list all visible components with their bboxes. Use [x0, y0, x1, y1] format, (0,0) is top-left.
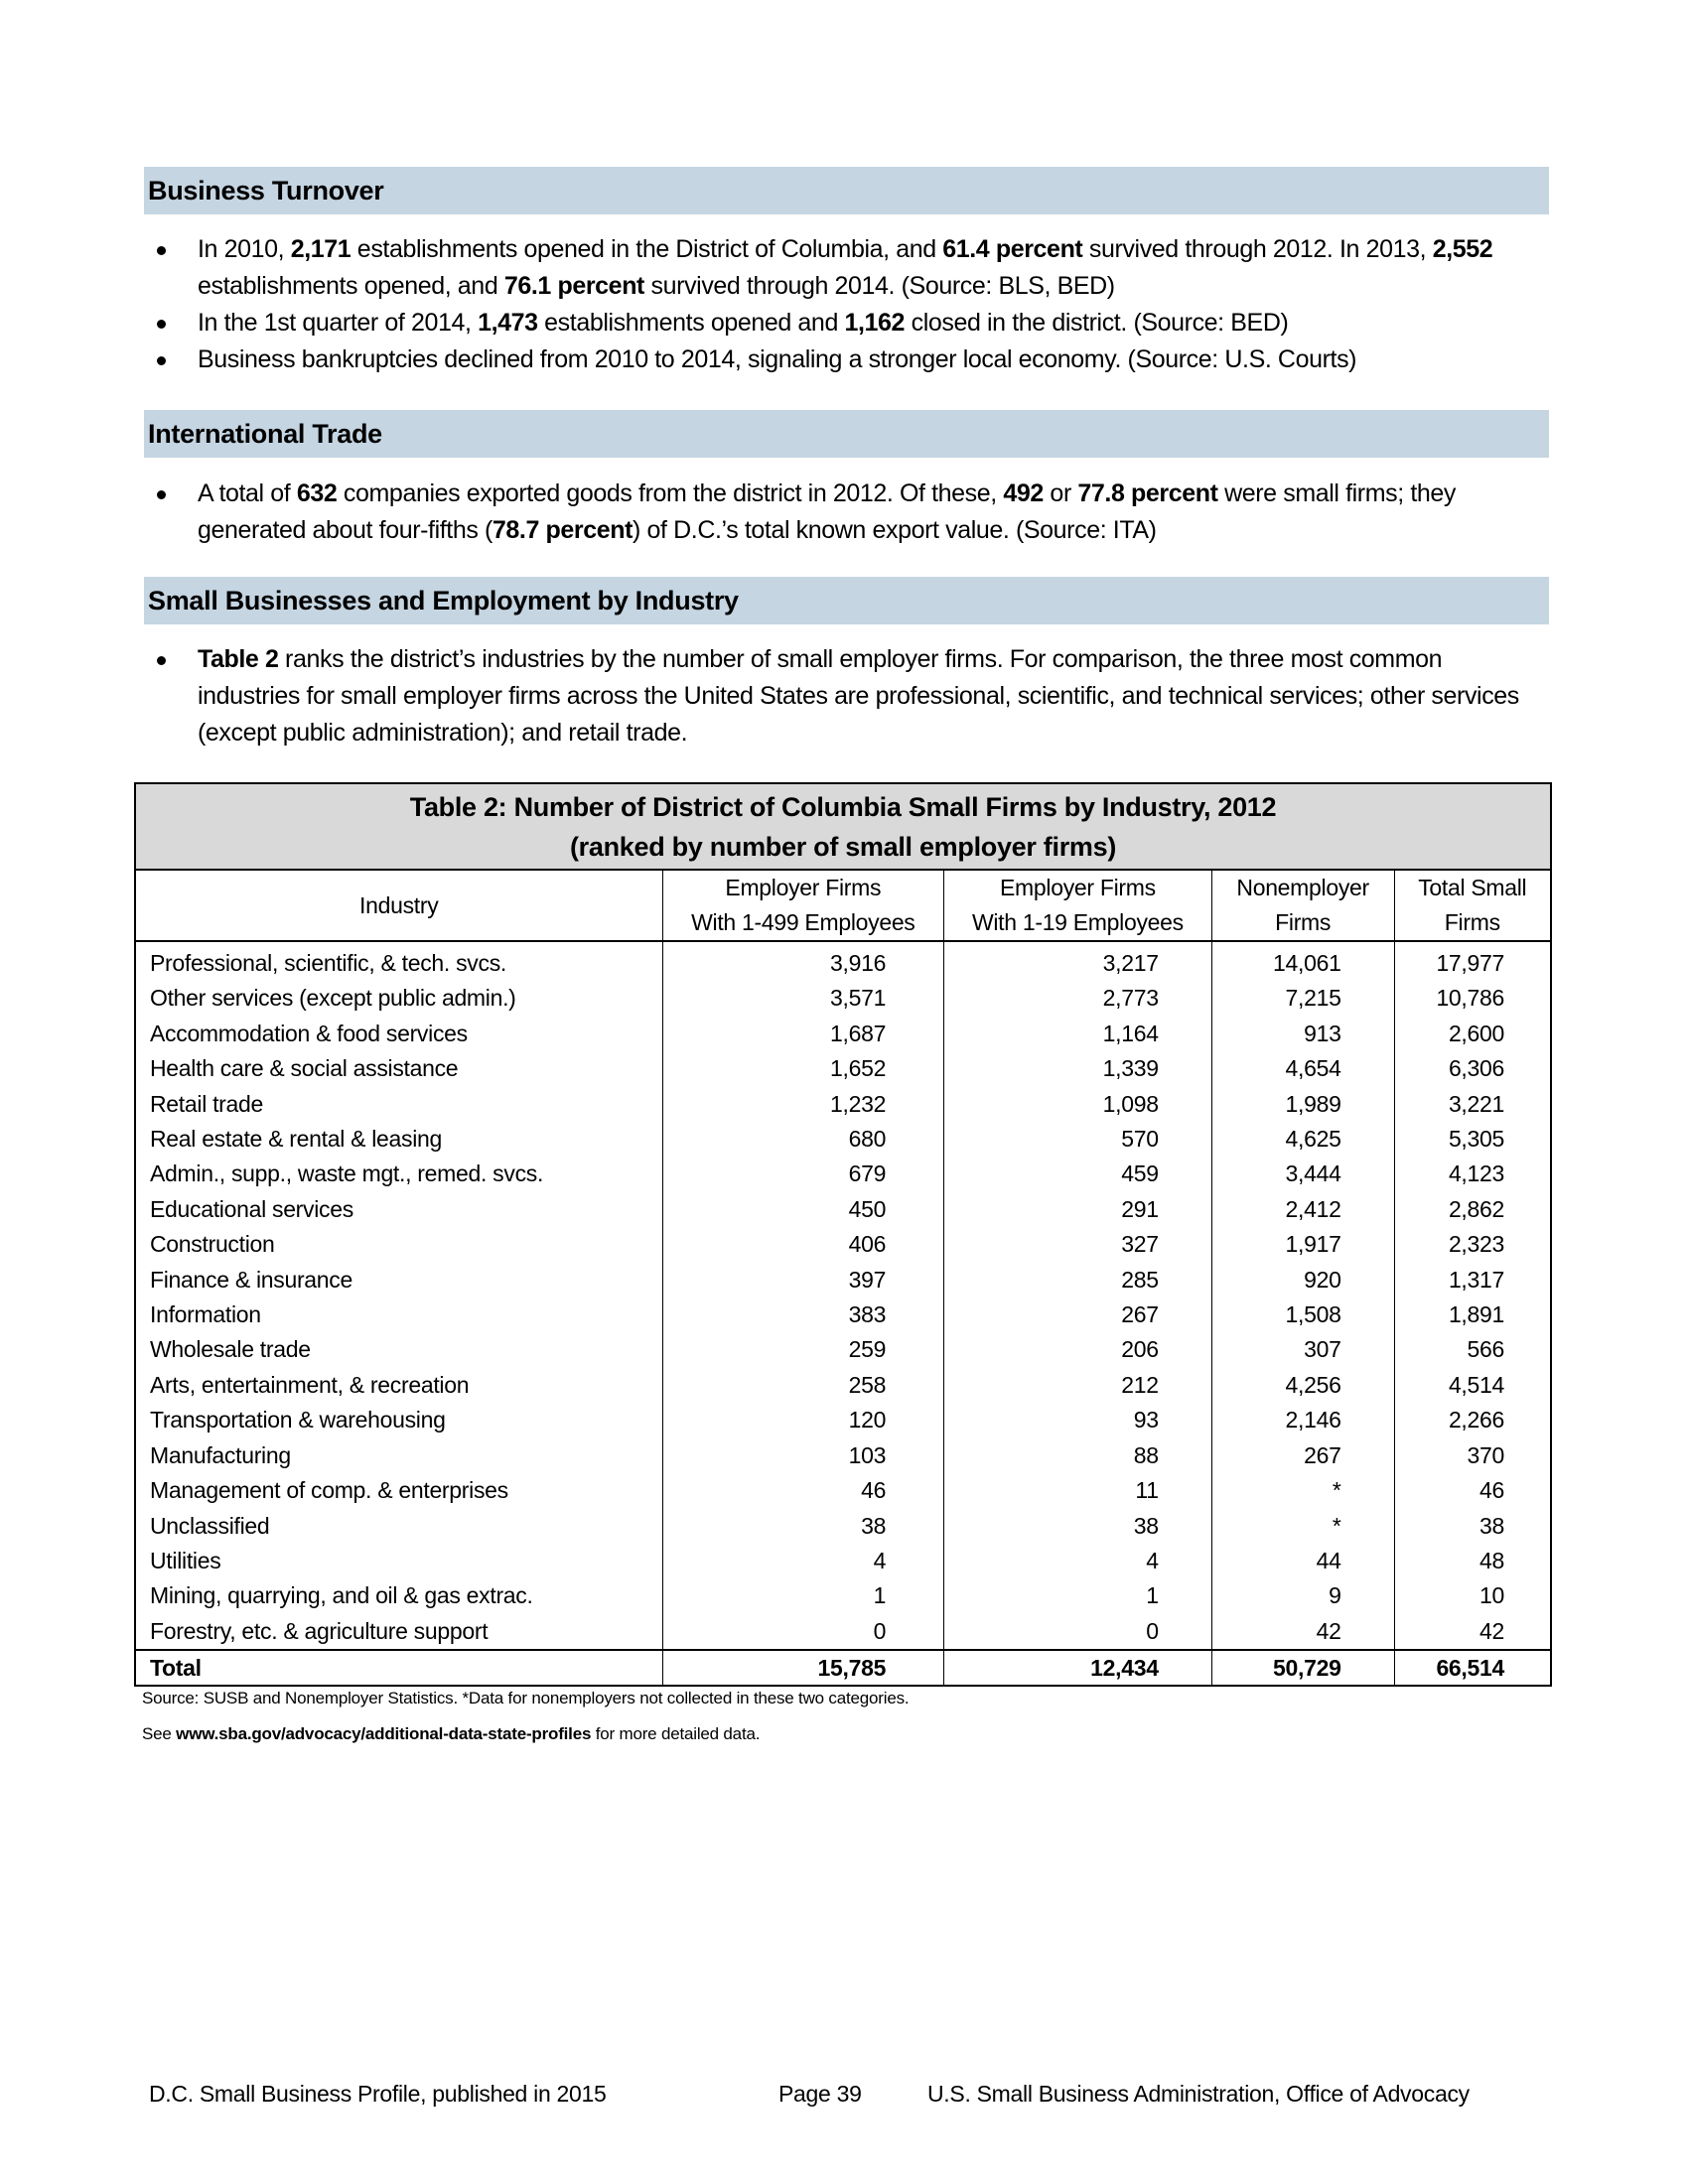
employer-1-19-cell: 206 [944, 1332, 1212, 1367]
table-row [135, 1017, 1551, 1051]
total-small-cell: 10 [1394, 1578, 1551, 1613]
section-header-small-businesses: Small Businesses and Employment by Industry [144, 577, 1549, 624]
table-row [135, 981, 1551, 1016]
industry-cell: Real estate & rental & leasing [150, 1126, 443, 1153]
more-data-note: See www.sba.gov/advocacy/additional-data-state-profiles for more detailed data. [142, 1724, 761, 1743]
total-employer-1-499: 15,785 [662, 1650, 944, 1686]
employer-1-19-cell: 212 [944, 1368, 1212, 1403]
employer-1-499-cell: 4 [662, 1544, 944, 1578]
employer-1-19-cell: 3,217 [944, 941, 1212, 981]
industry-cell: Manufacturing [150, 1441, 291, 1468]
industry-cell: Utilities [150, 1547, 221, 1573]
industry-cell: Admin., supp., waste mgt., remed. svcs. [150, 1160, 544, 1187]
employer-1-19-cell: 1 [944, 1578, 1212, 1613]
total-small-cell: 38 [1394, 1509, 1551, 1544]
table-row [135, 1473, 1551, 1508]
industry-table-container [134, 782, 1552, 1687]
nonemployer-cell: 307 [1211, 1332, 1394, 1367]
total-small-cell: 17,977 [1394, 941, 1551, 981]
total-small-cell: 5,305 [1394, 1122, 1551, 1157]
total-small-cell: 48 [1394, 1544, 1551, 1578]
table-row [135, 1544, 1551, 1578]
employer-1-19-cell: 285 [944, 1263, 1212, 1297]
industry-cell: Health care & social assistance [150, 1055, 459, 1082]
footer-right: U.S. Small Business Administration, Office of Advocacy [927, 2081, 1470, 2107]
employer-1-19-cell: 11 [944, 1473, 1212, 1508]
nonemployer-cell: 1,917 [1211, 1227, 1394, 1262]
table-row [135, 941, 1551, 981]
industry-cell: Retail trade [150, 1090, 264, 1117]
total-small-cell: 1,317 [1394, 1263, 1551, 1297]
total-small-cell: 370 [1394, 1438, 1551, 1473]
table-body [135, 941, 1551, 1650]
bullet-item: Table 2 ranks the district’s industries by the number of small employer firms. For comparison, the three most common industries for small employer firms across the United States are professional, scientific, and technical services; other services (except public administration); and retail trade. [149, 641, 1549, 751]
table-row [135, 1263, 1551, 1297]
nonemployer-cell: 1,508 [1211, 1297, 1394, 1332]
nonemployer-cell: 267 [1211, 1438, 1394, 1473]
total-small-cell: 2,266 [1394, 1403, 1551, 1437]
employer-1-499-cell: 450 [662, 1192, 944, 1227]
employer-1-19-cell: 1,339 [944, 1051, 1212, 1086]
table-caption-row [135, 783, 1551, 870]
industry-cell: Arts, entertainment, & recreation [150, 1371, 470, 1398]
employer-1-499-cell: 259 [662, 1332, 944, 1367]
employer-1-19-cell: 2,773 [944, 981, 1212, 1016]
employer-1-499-cell: 103 [662, 1438, 944, 1473]
employer-1-499-cell: 120 [662, 1403, 944, 1437]
nonemployer-cell: * [1211, 1473, 1394, 1508]
table-row [135, 1087, 1551, 1122]
table-row [135, 1297, 1551, 1332]
column-header-employer-1-19: Employer Firms With 1-19 Employees [944, 870, 1212, 941]
industry-cell: Educational services [150, 1195, 353, 1222]
employer-1-19-cell: 267 [944, 1297, 1212, 1332]
nonemployer-cell: 14,061 [1211, 941, 1394, 981]
sba-profiles-link[interactable]: www.sba.gov/advocacy/additional-data-state-profiles [176, 1724, 592, 1743]
nonemployer-cell: 920 [1211, 1263, 1394, 1297]
employer-1-499-cell: 406 [662, 1227, 944, 1262]
nonemployer-cell: 2,146 [1211, 1403, 1394, 1437]
total-total-small: 66,514 [1394, 1650, 1551, 1686]
nonemployer-cell: 4,625 [1211, 1122, 1394, 1157]
industry-cell: Wholesale trade [150, 1336, 311, 1363]
table-row [135, 1403, 1551, 1437]
industry-cell: Unclassified [150, 1512, 270, 1539]
column-header-nonemployer: Nonemployer Firms [1211, 870, 1394, 941]
industry-cell: Professional, scientific, & tech. svcs. [150, 950, 506, 976]
small-business-bullets [149, 641, 1549, 751]
nonemployer-cell: 42 [1211, 1614, 1394, 1650]
total-small-cell: 1,891 [1394, 1297, 1551, 1332]
employer-1-499-cell: 1,687 [662, 1017, 944, 1051]
table-title: Table 2: Number of District of Columbia Small Firms by Industry, 2012 (ranked by number of small employer firms) [135, 783, 1551, 870]
total-small-cell: 3,221 [1394, 1087, 1551, 1122]
footer-left: D.C. Small Business Profile, published in 2015 [149, 2081, 607, 2107]
employer-1-499-cell: 383 [662, 1297, 944, 1332]
employer-1-499-cell: 3,571 [662, 981, 944, 1016]
industry-cell: Construction [150, 1231, 275, 1258]
employer-1-19-cell: 570 [944, 1122, 1212, 1157]
international-trade-bullets [149, 476, 1549, 549]
total-small-cell: 10,786 [1394, 981, 1551, 1016]
nonemployer-cell: 1,989 [1211, 1087, 1394, 1122]
total-small-cell: 2,862 [1394, 1192, 1551, 1227]
employer-1-19-cell: 88 [944, 1438, 1212, 1473]
industry-cell: Finance & insurance [150, 1266, 352, 1293]
nonemployer-cell: 3,444 [1211, 1157, 1394, 1191]
employer-1-499-cell: 1,232 [662, 1087, 944, 1122]
table-row [135, 1332, 1551, 1367]
bullet-item: In the 1st quarter of 2014, 1,473 establishments opened and 1,162 closed in the district. (Source: BED) [149, 305, 1549, 341]
nonemployer-cell: 4,256 [1211, 1368, 1394, 1403]
bullet-item: In 2010, 2,171 establishments opened in the District of Columbia, and 61.4 percent survived through 2012. In 2013, 2,552 establishments opened, and 76.1 percent survived through 2014. (Source: BLS, BED) [149, 231, 1549, 305]
table-row [135, 1438, 1551, 1473]
total-label: Total [135, 1650, 662, 1686]
industry-table [134, 782, 1552, 1687]
employer-1-499-cell: 680 [662, 1122, 944, 1157]
employer-1-19-cell: 459 [944, 1157, 1212, 1191]
industry-cell: Information [150, 1301, 261, 1328]
employer-1-499-cell: 258 [662, 1368, 944, 1403]
total-small-cell: 4,123 [1394, 1157, 1551, 1191]
employer-1-499-cell: 0 [662, 1614, 944, 1650]
table-row [135, 1614, 1551, 1650]
total-small-cell: 2,600 [1394, 1017, 1551, 1051]
employer-1-499-cell: 1 [662, 1578, 944, 1613]
industry-cell: Accommodation & food services [150, 1020, 468, 1046]
bullet-item: Business bankruptcies declined from 2010 to 2014, signaling a stronger local economy. (Source: U.S. Courts) [149, 341, 1549, 378]
table-total-row [135, 1650, 1551, 1686]
table-row [135, 1368, 1551, 1403]
bullet-item: A total of 632 companies exported goods from the district in 2012. Of these, 492 or 77.8 percent were small firms; they generated about four-fifths (78.7 percent) of D.C.’s total known export value. (Source: ITA) [149, 476, 1549, 549]
nonemployer-cell: 913 [1211, 1017, 1394, 1051]
employer-1-499-cell: 46 [662, 1473, 944, 1508]
employer-1-19-cell: 1,164 [944, 1017, 1212, 1051]
employer-1-19-cell: 93 [944, 1403, 1212, 1437]
nonemployer-cell: * [1211, 1509, 1394, 1544]
table-header-row [135, 870, 1551, 941]
employer-1-19-cell: 38 [944, 1509, 1212, 1544]
total-small-cell: 6,306 [1394, 1051, 1551, 1086]
section-header-business-turnover: Business Turnover [144, 167, 1549, 214]
nonemployer-cell: 9 [1211, 1578, 1394, 1613]
business-turnover-bullets [149, 231, 1549, 378]
table-row [135, 1157, 1551, 1191]
column-header-total-small: Total Small Firms [1394, 870, 1551, 941]
table-row [135, 1192, 1551, 1227]
employer-1-499-cell: 397 [662, 1263, 944, 1297]
total-small-cell: 46 [1394, 1473, 1551, 1508]
employer-1-499-cell: 38 [662, 1509, 944, 1544]
table-row [135, 1051, 1551, 1086]
table-row [135, 1227, 1551, 1262]
section-header-international-trade: International Trade [144, 410, 1549, 458]
employer-1-499-cell: 679 [662, 1157, 944, 1191]
employer-1-19-cell: 0 [944, 1614, 1212, 1650]
industry-cell: Mining, quarrying, and oil & gas extrac. [150, 1582, 533, 1609]
employer-1-19-cell: 327 [944, 1227, 1212, 1262]
table-row [135, 1122, 1551, 1157]
employer-1-499-cell: 1,652 [662, 1051, 944, 1086]
nonemployer-cell: 4,654 [1211, 1051, 1394, 1086]
table-row [135, 1509, 1551, 1544]
column-header-employer-1-499: Employer Firms With 1-499 Employees [662, 870, 944, 941]
nonemployer-cell: 44 [1211, 1544, 1394, 1578]
total-nonemployer: 50,729 [1211, 1650, 1394, 1686]
footer-page-number: Page 39 [778, 2081, 862, 2107]
industry-cell: Management of comp. & enterprises [150, 1477, 508, 1504]
total-employer-1-19: 12,434 [944, 1650, 1212, 1686]
industry-cell: Forestry, etc. & agriculture support [150, 1617, 489, 1644]
total-small-cell: 4,514 [1394, 1368, 1551, 1403]
nonemployer-cell: 2,412 [1211, 1192, 1394, 1227]
employer-1-19-cell: 291 [944, 1192, 1212, 1227]
nonemployer-cell: 7,215 [1211, 981, 1394, 1016]
total-small-cell: 566 [1394, 1332, 1551, 1367]
industry-cell: Other services (except public admin.) [150, 985, 516, 1012]
employer-1-499-cell: 3,916 [662, 941, 944, 981]
total-small-cell: 2,323 [1394, 1227, 1551, 1262]
industry-cell: Transportation & warehousing [150, 1407, 446, 1433]
total-small-cell: 42 [1394, 1614, 1551, 1650]
employer-1-19-cell: 1,098 [944, 1087, 1212, 1122]
employer-1-19-cell: 4 [944, 1544, 1212, 1578]
column-header-industry: Industry [135, 870, 662, 941]
table-source-note: Source: SUSB and Nonemployer Statistics. *Data for nonemployers not collected in these two categories. [142, 1689, 910, 1707]
table-row [135, 1578, 1551, 1613]
